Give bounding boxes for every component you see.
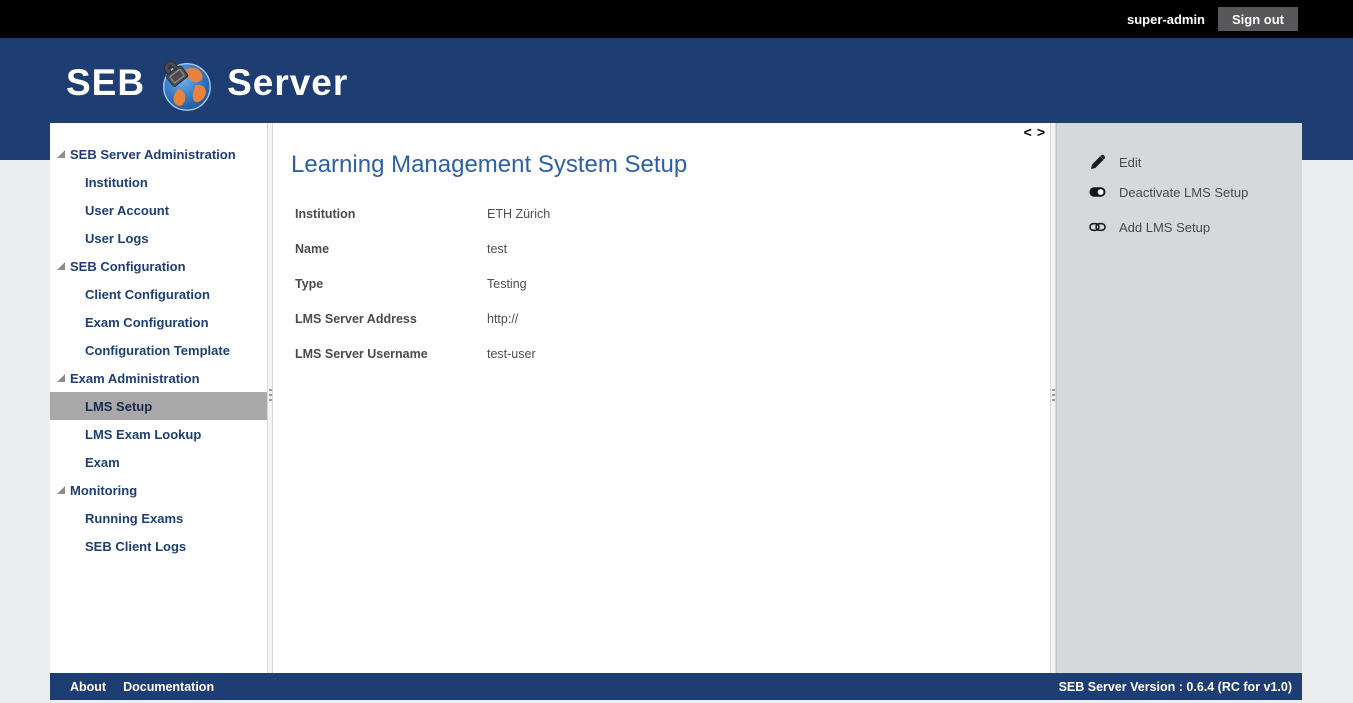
sign-out-button[interactable]: Sign out: [1218, 7, 1298, 31]
sidebar-item-label: SEB Client Logs: [85, 538, 187, 554]
pane-collapse-controls: [1024, 125, 1045, 139]
footer-bar: [50, 673, 1302, 700]
sidebar-item-client-configuration[interactable]: [50, 280, 267, 308]
tree-expand-icon[interactable]: [57, 150, 65, 158]
add-lms-setup-action[interactable]: [1057, 218, 1302, 236]
sidebar-item-seb-configuration[interactable]: [50, 252, 267, 280]
splitter-grip-icon: [1052, 389, 1055, 404]
action-pane: [1056, 123, 1302, 673]
field-value: http://: [487, 311, 519, 326]
sidebar-item-exam-administration[interactable]: [50, 364, 267, 392]
sidebar-item-label: Exam: [85, 454, 120, 470]
sidebar-item-running-exams[interactable]: [50, 504, 267, 532]
navigation-sidebar: [50, 123, 267, 673]
collapse-right-icon[interactable]: >: [1036, 124, 1045, 140]
sidebar-item-label: Exam Administration: [70, 370, 200, 386]
sidebar-item-institution[interactable]: [50, 168, 267, 196]
tree-expand-icon[interactable]: [57, 374, 65, 382]
field-value: test-user: [487, 346, 536, 361]
top-bar: [0, 0, 1353, 38]
sidebar-item-exam[interactable]: [50, 448, 267, 476]
sidebar-item-user-account[interactable]: [50, 196, 267, 224]
about-link[interactable]: About: [70, 679, 107, 694]
sidebar-item-label: User Logs: [85, 230, 149, 246]
sidebar-item-seb-server-administration[interactable]: [50, 140, 267, 168]
link-icon: [1089, 219, 1106, 236]
action-pane-splitter[interactable]: [1050, 123, 1056, 673]
sidebar-item-label: SEB Server Administration: [70, 146, 236, 162]
sidebar-item-exam-configuration[interactable]: [50, 308, 267, 336]
version-label: SEB Server Version : 0.6.4 (RC for v1.0): [1058, 679, 1292, 694]
collapse-left-icon[interactable]: <: [1023, 124, 1032, 140]
sidebar-item-label: SEB Configuration: [70, 258, 186, 274]
field-value: test: [487, 241, 508, 256]
documentation-link[interactable]: Documentation: [123, 679, 215, 694]
sidebar-item-configuration-template[interactable]: [50, 336, 267, 364]
field-label: Institution: [295, 206, 356, 221]
edit-action[interactable]: [1057, 153, 1302, 171]
app-logo: [66, 52, 348, 114]
splitter-grip-icon: [269, 389, 272, 404]
form-row-name: [295, 231, 550, 266]
toggle-icon: [1089, 184, 1106, 201]
sidebar-item-lms-exam-lookup[interactable]: [50, 420, 267, 448]
form-row-type: [295, 266, 550, 301]
logo-text-server: Server: [227, 62, 349, 103]
page-title: Learning Management System Setup: [291, 151, 688, 178]
sidebar-item-label: LMS Exam Lookup: [85, 426, 202, 442]
sidebar-item-label: Institution: [85, 174, 148, 190]
form-row-lms-server-username: [295, 336, 550, 371]
sidebar-item-label: Client Configuration: [85, 286, 210, 302]
field-label: Type: [295, 276, 324, 291]
tree-expand-icon[interactable]: [57, 486, 65, 494]
pencil-icon: [1089, 154, 1106, 171]
tree-expand-icon[interactable]: [57, 262, 65, 270]
logged-in-username: super-admin: [1126, 11, 1205, 27]
sidebar-item-seb-client-logs[interactable]: [50, 532, 267, 560]
action-label: Edit: [1119, 154, 1142, 170]
lms-setup-form: [295, 196, 550, 371]
action-label: Add LMS Setup: [1119, 219, 1211, 235]
action-label: Deactivate LMS Setup: [1119, 184, 1249, 200]
deactivate-lms-setup-action[interactable]: [1057, 183, 1302, 201]
content-shell: [50, 123, 1302, 673]
sidebar-item-label: Exam Configuration: [85, 314, 209, 330]
sidebar-item-label: Configuration Template: [85, 342, 230, 358]
field-label: Name: [295, 241, 330, 256]
sidebar-item-label: User Account: [85, 202, 170, 218]
logo-text-seb: SEB: [66, 62, 146, 103]
sidebar-item-label: Monitoring: [70, 482, 138, 498]
globe-lock-icon: [157, 56, 215, 114]
field-value: ETH Zürich: [487, 206, 551, 221]
sidebar-item-user-logs[interactable]: [50, 224, 267, 252]
field-label: LMS Server Username: [295, 346, 428, 361]
field-label: LMS Server Address: [295, 311, 417, 326]
form-row-institution: [295, 196, 550, 231]
sidebar-item-monitoring[interactable]: [50, 476, 267, 504]
sidebar-item-label: LMS Setup: [85, 398, 153, 414]
main-content: [273, 123, 1050, 673]
sidebar-item-label: Running Exams: [85, 510, 184, 526]
form-row-lms-server-address: [295, 301, 550, 336]
field-value: Testing: [487, 276, 527, 291]
sidebar-item-lms-setup[interactable]: [50, 392, 267, 420]
